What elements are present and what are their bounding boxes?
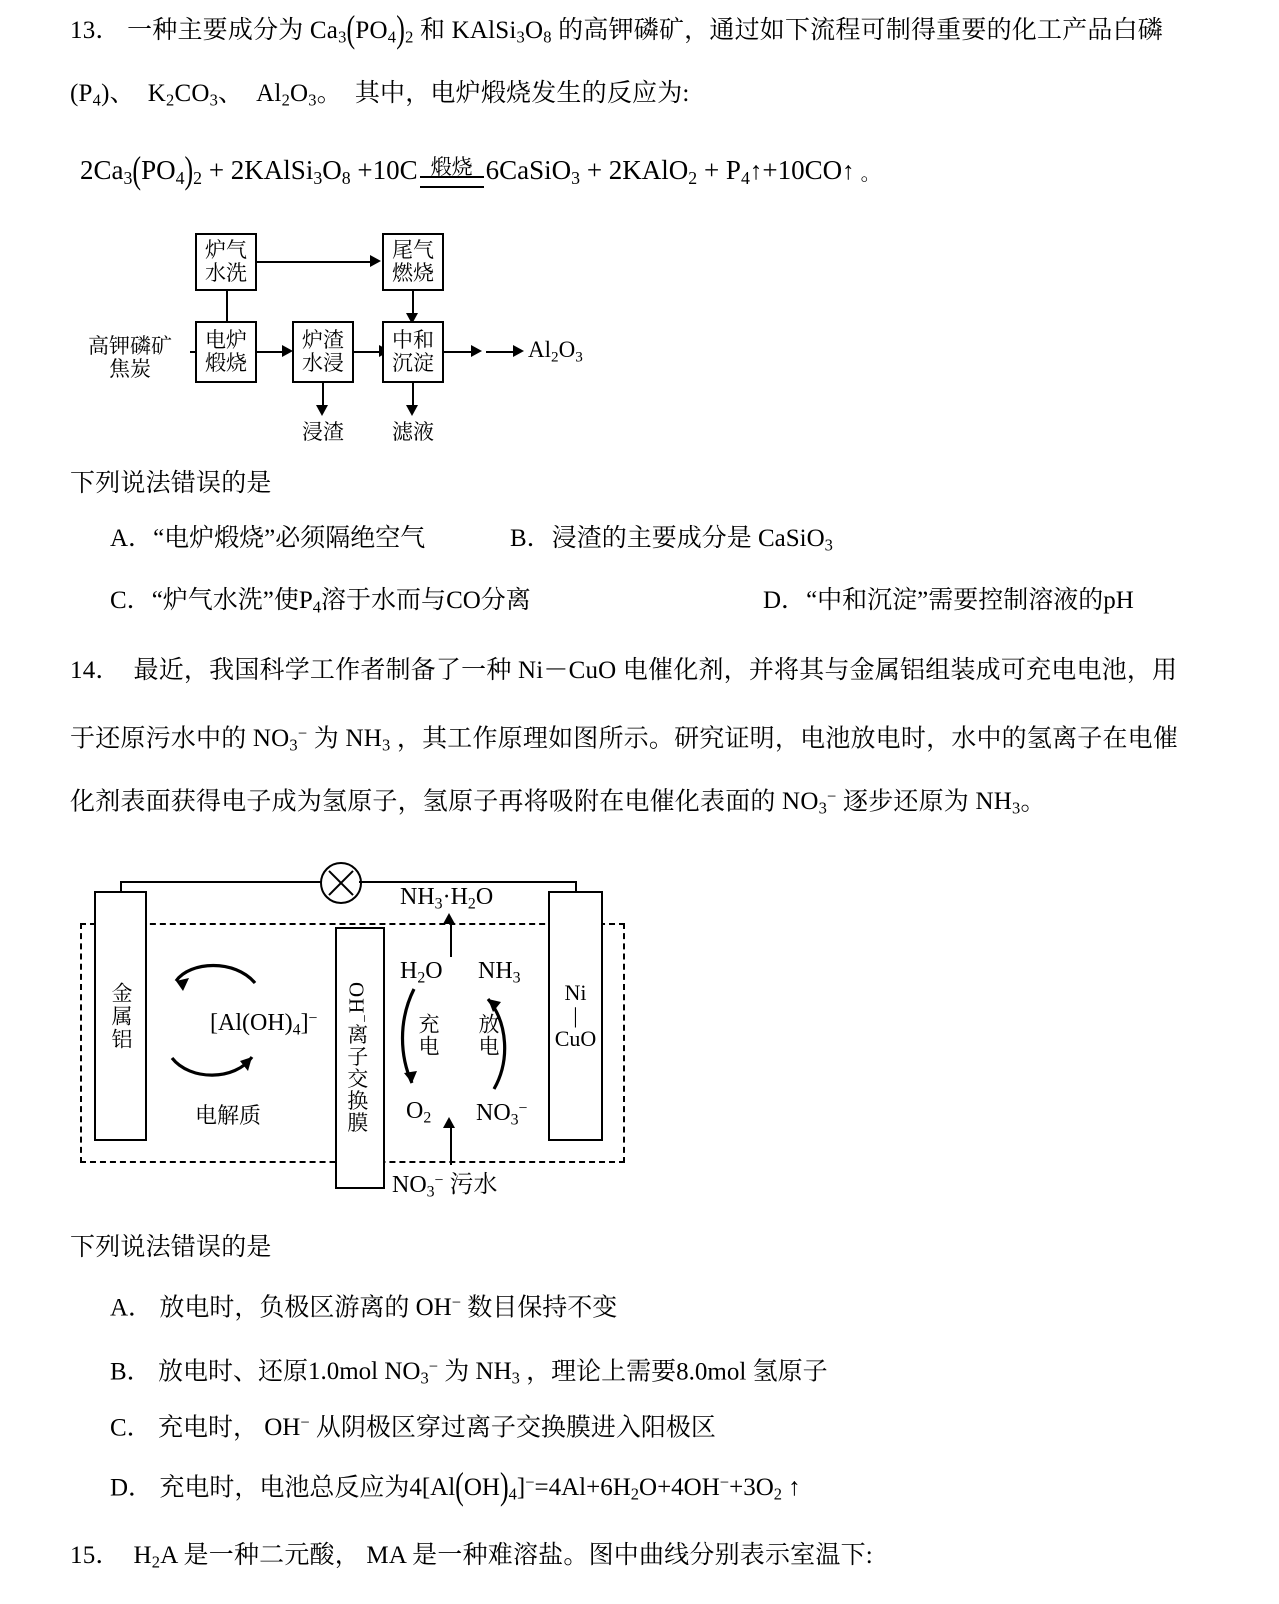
reaction-condition-arrow <box>420 156 484 188</box>
question-15-stem-line-1: 15． $H_2A$ 是一种二元酸， MA 是一种难溶盐。图中曲线分别表示室温下: <box>70 1542 873 1572</box>
question-13-option-a[interactable] <box>110 524 425 554</box>
question-13-number: 13． <box>70 17 121 44</box>
flow-label-filtrate: 滤液 <box>392 420 434 444</box>
species-no3-label: $NO_3^-$ <box>476 1100 528 1129</box>
flow-line-furnace-to-leach <box>257 351 285 353</box>
inlet-arrow-head <box>443 1117 455 1128</box>
electrode-separator-icon: | <box>573 1003 578 1028</box>
electrode-aluminum-label: 金属铝 <box>109 981 133 1051</box>
flow-line-furnace-to-wash <box>226 287 228 321</box>
flow-arrow-product-b <box>513 345 524 357</box>
product-nh3-h2o-label: $NH_3\cdot H_2O$ <box>400 884 494 913</box>
flow-box-furnace-gas-wash[interactable] <box>195 233 257 291</box>
inlet-wastewater-label: $NO_3^-$ 污水 <box>392 1172 498 1201</box>
species-h2o-label: $H_2O$ <box>400 958 443 987</box>
flow-line-wash-to-tailgas <box>257 261 372 263</box>
aluminate-species-label: $[Al(OH)_4]^-$ <box>210 1010 318 1039</box>
flow-input-label: 高钾磷矿 焦炭 <box>88 334 172 381</box>
option-text: “炉气水洗”使$P_4$溶于水而与CO分离 <box>151 587 531 617</box>
species-nh3-label: $NH_3$ <box>478 958 521 987</box>
option-text: “电炉煅烧”必须隔绝空气 <box>153 525 426 552</box>
flow-box-line-2: 煅烧 <box>205 351 247 375</box>
outlet-arrow-shaft <box>450 921 452 957</box>
option-key: A． <box>110 1294 154 1322</box>
flow-box-line-1: 炉渣 <box>302 328 344 352</box>
option-text: 放电时、还原1.0mol $NO_3^-$ 为 $NH_3$ ，理论上需要8.0mol 氢原子 <box>151 1357 828 1389</box>
question-14-number: 14． <box>70 657 121 684</box>
flow-box-line-2: 沉淀 <box>392 351 434 375</box>
question-13-prompt: 下列说法错误的是 <box>70 470 272 497</box>
question-14-stem-line-1: 14． 最近，我国科学工作者制备了一种 Ni－CuO 电催化剂，并将其与金属铝组装成可充电电池，用 <box>70 657 1178 684</box>
electrode-aluminum[interactable] <box>94 891 147 1141</box>
question-13-option-d[interactable] <box>763 586 1134 616</box>
flow-output-product-label: $Al_2O_3$ <box>528 337 583 366</box>
flow-box-line-1: 电炉 <box>205 328 247 352</box>
flow-box-electric-furnace-calcine[interactable] <box>195 321 257 383</box>
option-text: 充电时，电池总反应为$4[Al(OH)_4]^-=4Al+6H_2O+4OH^-+3O_2$ ↑ <box>153 1465 801 1508</box>
circuit-wire-left <box>120 881 335 883</box>
question-13-option-b[interactable] <box>510 524 833 561</box>
flow-box-line-2: 水洗 <box>205 261 247 285</box>
flow-box-neutralize-precipitate[interactable] <box>382 321 444 383</box>
flow-box-line-2: 水浸 <box>302 351 344 375</box>
electrolyte-label: 电解质 <box>195 1103 262 1128</box>
outlet-arrow-head <box>443 913 455 924</box>
option-text: 放电时，负极区游离的 OH− 数目保持不变 <box>153 1293 618 1322</box>
option-key: D． <box>763 587 807 614</box>
ion-exchange-membrane[interactable] <box>335 927 385 1189</box>
question-14-option-d[interactable] <box>110 1465 801 1510</box>
option-text: 浸渣的主要成分是 CaSiO$_3$ <box>551 525 833 555</box>
lamp-icon <box>320 862 362 904</box>
phosphorus-process-flowchart <box>70 225 600 455</box>
question-14-option-a[interactable] <box>110 1288 617 1323</box>
flow-box-line-2: 燃烧 <box>392 261 434 285</box>
option-key: B． <box>110 1358 152 1386</box>
option-text: 充电时， OH− 从阴极区穿过离子交换膜进入阳极区 <box>151 1413 716 1442</box>
flow-arrow-product-a <box>471 345 482 357</box>
question-14-option-c[interactable] <box>110 1408 716 1443</box>
flow-arrow-filtrate <box>406 405 418 416</box>
aluminum-nitrate-battery-diagram <box>80 835 640 1205</box>
flow-arrow-leach-residue <box>316 405 328 416</box>
discharge-label: 放电 <box>476 1013 500 1057</box>
flow-line-leach-to-residue <box>322 383 324 407</box>
flow-line-neutralize-to-filtrate <box>412 383 414 407</box>
question-14-option-b[interactable] <box>110 1352 828 1394</box>
electrode-cuo-label: CuO <box>554 1026 597 1051</box>
option-key: C． <box>110 1414 152 1442</box>
reaction-condition-label: 煅烧 <box>430 154 473 179</box>
charge-discharge-arrows <box>390 985 540 1105</box>
circuit-wire-right <box>359 881 576 883</box>
option-text: “中和沉淀”需要控制溶液的pH <box>806 587 1134 614</box>
question-14-stem-line-3: 化剂表面获得电子成为氢原子，氢原子再将吸附在电催化表面的 $NO_3^-$ 逐步还原为 $NH_3$。 <box>70 787 1046 819</box>
inlet-arrow-shaft <box>450 1125 452 1165</box>
flow-box-line-1: 中和 <box>392 328 434 352</box>
question-13-equation: $2Ca_3(PO_4)_2$ + $2KAlSi_3O_8 +10C$ 煅烧 6CaSiO$_3$ + 2KAlO$_2$ + $P_4↑+10CO↑$ 。 <box>80 149 881 192</box>
flow-line-leach-to-neutralize <box>354 351 382 353</box>
flow-line-tailgas-to-neutralize <box>412 291 414 315</box>
option-key: D． <box>110 1474 154 1502</box>
flow-box-tail-gas-burn[interactable] <box>382 233 444 291</box>
question-13-option-c[interactable] <box>110 586 531 623</box>
charge-label: 充电 <box>416 1013 440 1057</box>
question-13-stem-line-1: 13． 一种主要成分为 $Ca_3(PO_4)_2$ 和 $KAlSi_3O_8$ 的高钾磷矿，通过如下流程可制得重要的化工产品白磷 <box>70 8 1163 51</box>
question-15-number: 15． <box>70 1542 121 1569</box>
flow-box-line-1: 尾气 <box>392 238 434 262</box>
species-o2-label: $O_2$ <box>406 1098 432 1127</box>
option-key: B． <box>510 525 552 552</box>
electrode-ni-cuo[interactable] <box>548 891 603 1141</box>
flow-box-line-1: 炉气 <box>205 238 247 262</box>
question-13-stem-line-2: $(P_4)$、 $K_2CO_3$、 $Al_2O_3$。 其中，电炉煅烧发生的反应为: <box>70 80 690 110</box>
flow-arrow-wash-to-tailgas <box>370 255 381 267</box>
flow-box-slag-water-leach[interactable] <box>292 321 354 383</box>
option-key: C． <box>110 587 152 614</box>
electrode-ni-label: Ni <box>564 980 587 1005</box>
question-14-stem-line-2: 于还原污水中的 $NO_3^-$ 为 $NH_3$ ，其工作原理如图所示。研究证明，电池放电时，水中的氢离子在电催 <box>70 724 1179 756</box>
question-14-prompt: 下列说法错误的是 <box>70 1234 272 1261</box>
membrane-label: OH−离子交换膜 <box>344 982 372 1134</box>
flow-label-leach-residue: 浸渣 <box>302 420 344 444</box>
option-key: A． <box>110 525 154 552</box>
